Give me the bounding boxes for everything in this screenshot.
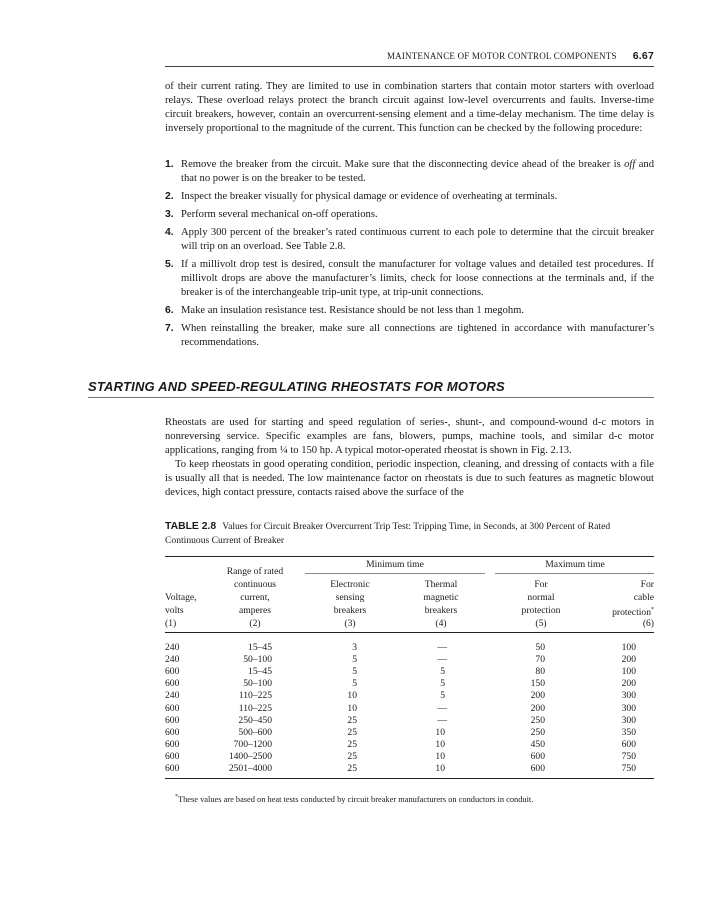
column-header-line: magnetic: [423, 592, 459, 603]
column-index: (2): [249, 618, 261, 629]
table-bottom-rule: [165, 778, 654, 779]
table-cell: 5: [352, 666, 357, 678]
table-cell: 3: [352, 642, 357, 653]
table-cell: 25: [347, 750, 357, 762]
footnote-marker: *: [651, 607, 654, 613]
table-caption-text: Values for Circuit Breaker Overcurrent Trip Test: Tripping Time, in Seconds, at 300 Percent of Rated Continuous Current of Breaker: [165, 521, 611, 546]
table-cell: 200: [621, 654, 636, 666]
table-cell: 600: [165, 763, 180, 774]
column-header-line: protection*: [612, 607, 654, 619]
table-cell: 10: [435, 726, 445, 738]
table-cell: 300: [621, 714, 636, 726]
table-cell: 110–225: [238, 702, 272, 714]
step-emphasis: off: [624, 159, 636, 170]
header-rule: [165, 66, 654, 67]
table-cell: 250–450: [238, 714, 272, 726]
step-text: Make an insulation resistance test. Resistance should be not less than 1 megohm.: [181, 305, 525, 316]
table-cell: 70: [535, 654, 545, 666]
table-cell: 150: [530, 678, 545, 690]
step-number: 2.: [165, 191, 174, 202]
step-number: 3.: [165, 209, 174, 220]
table-cell: 300: [621, 702, 636, 714]
procedure-step: [165, 190, 654, 204]
table-cell: 25: [347, 763, 357, 774]
column-header-line: Electronic: [330, 579, 370, 590]
section-paragraph-2: To keep rheostats in good operating condition, periodic inspection, cleaning, and dressing of contacts with a file is usually all that is needed. The low maintenance factor on rheostats is due to such features as magnetic blowout devices, high contact pressure, contacts raised above the surface of the: [165, 459, 654, 498]
step-text: Inspect the breaker visually for physical damage or evidence of overheating at terminals.: [181, 191, 558, 202]
procedure-step: [165, 258, 654, 300]
table-cell: 600: [165, 714, 180, 726]
group-header-max: Maximum time: [545, 559, 605, 570]
section-body: [165, 416, 654, 500]
column-header-line: sensing: [335, 592, 365, 603]
table-cell: 100: [621, 642, 636, 653]
table-cell: 600: [165, 726, 180, 738]
table-top-rule: [165, 556, 654, 557]
table-cell: 15–45: [248, 642, 272, 653]
footnote-marker: *: [175, 794, 178, 800]
step-number: 1.: [165, 159, 174, 170]
table-cell: 5: [440, 678, 445, 690]
table-cell: 50–100: [243, 654, 272, 666]
procedure-step: [165, 226, 654, 254]
table-cell: 600: [165, 666, 180, 678]
table-cell: 250: [530, 726, 545, 738]
column-header-line: For: [640, 579, 654, 590]
section-heading: STARTING AND SPEED-REGULATING RHEOSTATS FOR MOTORS: [88, 379, 505, 394]
column-header-line: amperes: [239, 605, 271, 616]
table-cell: 5: [352, 678, 357, 690]
table-cell: 500–600: [238, 726, 272, 738]
table-header-rule: [165, 632, 654, 633]
column-header-line: volts: [165, 605, 184, 616]
table-cell: 10: [347, 690, 357, 702]
table-caption: [165, 520, 654, 548]
table-cell: 600: [530, 763, 545, 774]
group-rule-min: [305, 573, 485, 574]
procedure-list: [165, 158, 654, 354]
step-number: 7.: [165, 323, 174, 334]
table-cell: 5: [352, 654, 357, 666]
table-cell: 25: [347, 738, 357, 750]
table-cell: 600: [530, 750, 545, 762]
table-cell: 25: [347, 714, 357, 726]
table-cell: —: [437, 654, 447, 666]
step-number: 4.: [165, 227, 174, 238]
table-cell: 50: [535, 642, 545, 653]
table-cell: 600: [165, 678, 180, 690]
table-cell: 1400–2500: [228, 750, 272, 762]
table-cell: 25: [347, 726, 357, 738]
column-header-line: current,: [240, 592, 270, 603]
table-cell: 750: [621, 763, 636, 774]
running-title: MAINTENANCE OF MOTOR CONTROL COMPONENTS: [386, 51, 617, 61]
column-header-line: breakers: [424, 605, 458, 616]
table-cell: 600: [165, 750, 180, 762]
column-index: (5): [535, 618, 547, 629]
table-cell: —: [437, 642, 447, 653]
column-header-line: cable: [633, 592, 654, 603]
column-header-line: breakers: [333, 605, 367, 616]
table-cell: 450: [530, 738, 545, 750]
table-cell: —: [437, 714, 447, 726]
column-header-line: Thermal: [424, 579, 458, 590]
step-text: Remove the breaker from the circuit. Make sure that the disconnecting device ahead of the breaker is off and that no power is on the breaker to be tested.: [181, 159, 654, 184]
column-header-line: continuous: [233, 579, 277, 590]
step-number: 6.: [165, 305, 174, 316]
intro-paragraph: of their current rating. They are limited to use in combination starters that contain motor starters with overload relays. These overload relays protect the branch circuit against low-level overcurrents and faults. Inverse-time circuit breakers, however, contain an overcurrent-sensing element and a time-delay mechanism. The time delay is inversely proportional to the magnitude of the current. This function can be checked by the following procedure:: [165, 81, 654, 134]
column-header-line: For: [534, 579, 548, 590]
column-index: (3): [344, 618, 356, 629]
table-cell: 600: [165, 702, 180, 714]
table-cell: 2501–4000: [228, 763, 272, 774]
table-cell: —: [437, 702, 447, 714]
table-cell: 300: [621, 690, 636, 702]
table-cell: 750: [621, 750, 636, 762]
column-header-line: Range of rated: [226, 566, 284, 577]
table-cell: 700–1200: [233, 738, 272, 750]
table-cell: 100: [621, 666, 636, 678]
table-cell: 350: [621, 726, 636, 738]
table-cell: 240: [165, 690, 180, 702]
table-cell: 5: [440, 666, 445, 678]
table-cell: 600: [165, 738, 180, 750]
footnote-text: These values are based on heat tests conducted by circuit breaker manufacturers on conductors in conduit.: [178, 794, 534, 804]
table-cell: 200: [530, 690, 545, 702]
column-header-line: Voltage,: [165, 592, 197, 603]
page-number: 6.67: [632, 50, 654, 62]
table-cell: 240: [165, 642, 180, 653]
column-header-line: normal: [527, 592, 555, 603]
table-cell: 15–45: [248, 666, 272, 678]
table-cell: 5: [440, 690, 445, 702]
column-index: (1): [165, 618, 177, 629]
running-head: [350, 50, 654, 62]
table-label: TABLE 2.8: [165, 521, 217, 532]
procedure-step: [165, 208, 654, 222]
table-cell: 600: [621, 738, 636, 750]
table-cell: 80: [535, 666, 545, 678]
table-cell: 200: [530, 702, 545, 714]
table-cell: 10: [435, 763, 445, 774]
step-text: If a millivolt drop test is desired, consult the manufacturer for voltage values and detailed test procedures. If millivolt drops are above the manufacturer’s limits, check for loose connections at the terminals and, if the breaker is of the interchangeable trip-unit type, at trip-unit connections.: [181, 259, 654, 298]
procedure-step: [165, 322, 654, 350]
step-text: Perform several mechanical on-off operations.: [181, 209, 378, 220]
table-cell: 10: [435, 750, 445, 762]
group-rule-max: [495, 573, 654, 574]
column-index: (4): [435, 618, 447, 629]
table-cell: 110–225: [238, 690, 272, 702]
table-cell: 10: [435, 738, 445, 750]
procedure-step: [165, 158, 654, 186]
table-cell: 50–100: [243, 678, 272, 690]
procedure-step: [165, 304, 654, 318]
step-number: 5.: [165, 259, 174, 270]
section-rule: [88, 397, 654, 398]
step-text: When reinstalling the breaker, make sure all connections are tightened in accordance with manufacturer’s recommendations.: [181, 323, 654, 348]
table-cell: 240: [165, 654, 180, 666]
group-header-min: Minimum time: [366, 559, 424, 570]
table-cell: 10: [347, 702, 357, 714]
column-index: (6): [642, 618, 654, 629]
column-header-line: protection: [521, 605, 561, 616]
table-cell: 250: [530, 714, 545, 726]
table-cell: 200: [621, 678, 636, 690]
table-footnote: [175, 794, 533, 804]
section-paragraph-1: Rheostats are used for starting and speed regulation of series-, shunt-, and compound-wound d-c motors in nonreversing service. Specific examples are fans, blowers, pumps, machine tools, and similar d-c motor applications, ranging from ¼ to 150 hp. A typical motor-operated rheostat is shown in Fig. 2.13.: [165, 417, 654, 456]
step-text: Apply 300 percent of the breaker’s rated continuous current to each pole to determine that the circuit breaker will trip on an overload. See Table 2.8.: [181, 227, 654, 252]
